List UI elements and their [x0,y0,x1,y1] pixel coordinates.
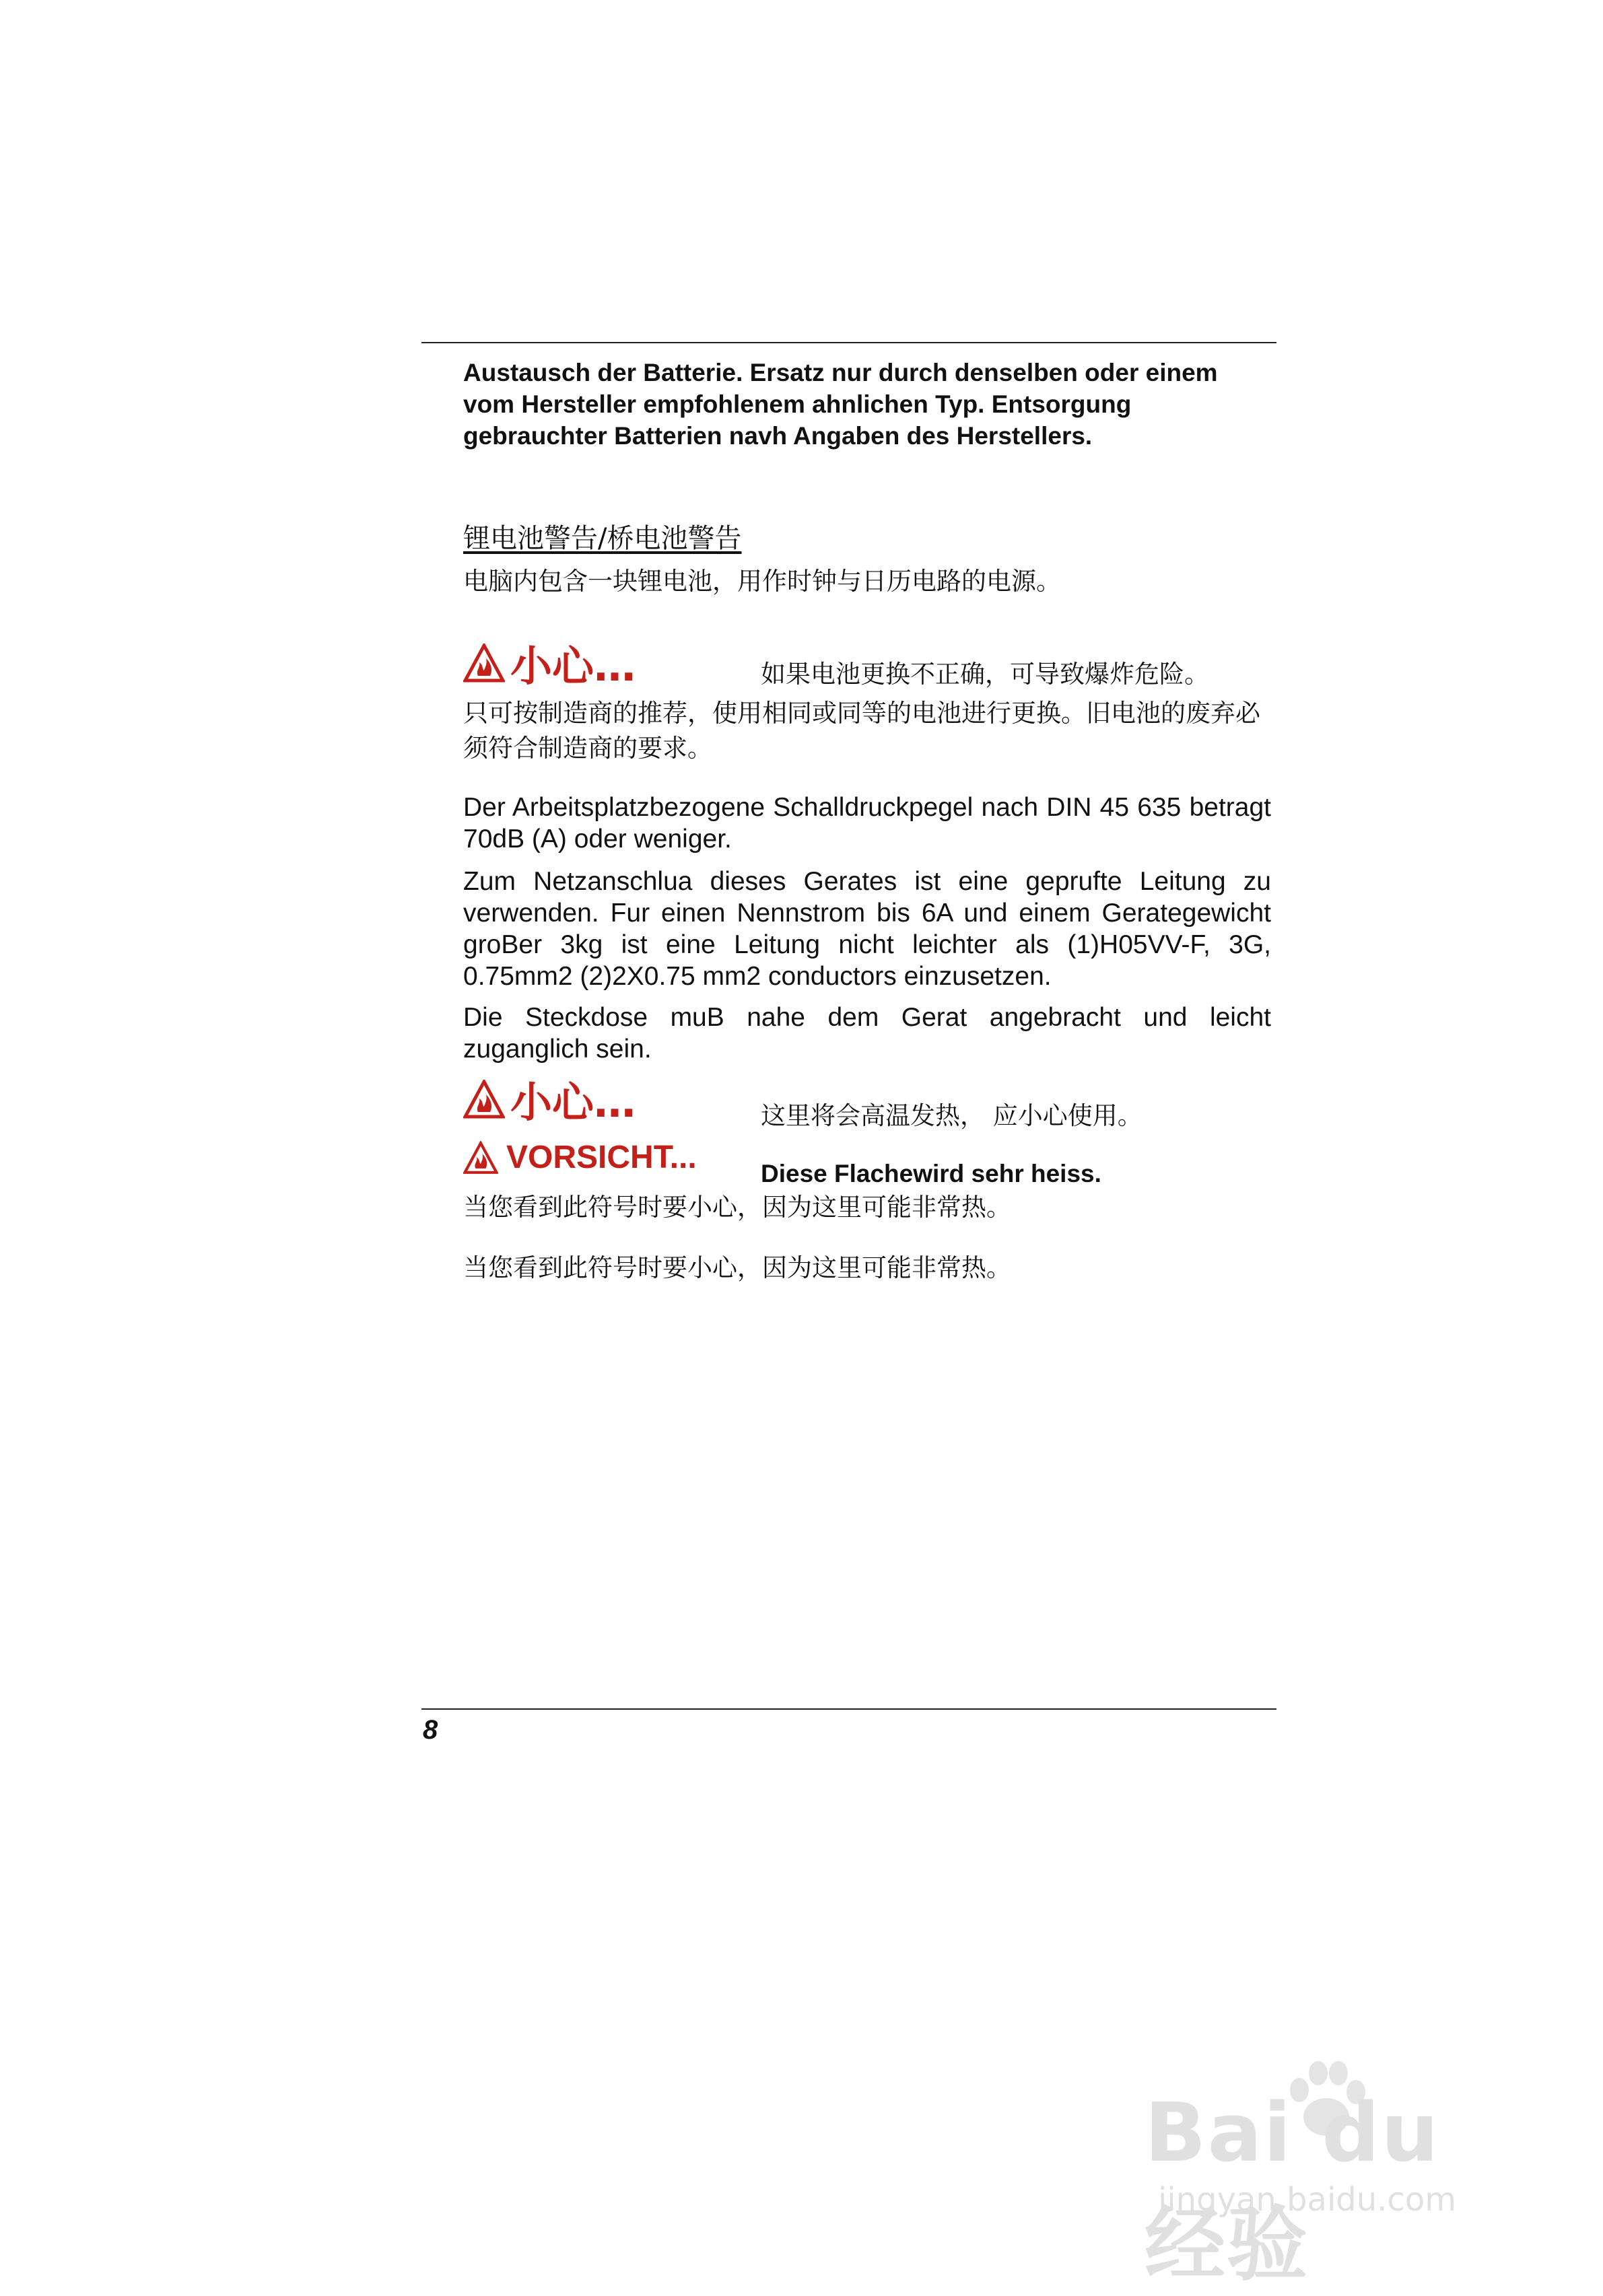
battery-notice-de [463,357,1237,452]
caution-label-text-2: 小心… [510,1078,636,1127]
caution-side-text-1: 如果电池更换不正确，可导致爆炸危险。 [761,660,1209,689]
noise-de: Der Arbeitsplatzbezogene Schalldruckpegel nach DIN 45 635 betragt 70dB (A) oder weniger. [463,793,1271,854]
battery-intro-cn: 电脑内包含一块锂电池，用作时钟与日历电路的电源。 [463,567,1061,596]
section-heading-block [463,517,1271,555]
flame-warning-icon [463,1141,498,1175]
battery-intro-block [463,564,1271,599]
hot-notice-2: 当您看到此符号时要小心，因为这里可能非常热。 [463,1253,1011,1282]
baidu-watermark [1145,2053,1522,2292]
power-de: Zum Netzanschlua dieses Gerates ist eine geprufte Leitung zu verwenden. Fur einen Nennstrom bis 6A und einem Gerategewicht groBer 3kg ist eine Leitung nicht leichter als (1)H05VV-F, 3G, 0.75mm2 (2)2X0.75 mm2 conductors einzusetzen. [463,867,1271,991]
top-rule [421,342,1276,343]
caution-body-1: 只可按制造商的推荐，使用相同或同等的电池进行更换。旧电池的废弃必须符合制造商的要求。 [463,699,1260,763]
socket-block [463,1002,1271,1065]
power-block [463,866,1271,992]
vorsicht-label-text: VORSICHT... [506,1140,697,1175]
section-heading: 锂电池警告/桥电池警告 [463,523,742,554]
watermark-url: jingyan.baidu.com [1158,2181,1456,2219]
hot-notice-block-1 [463,1190,1271,1225]
hot-notice-1: 当您看到此符号时要小心，因为这里可能非常热。 [463,1193,1011,1222]
battery-notice-text: Austausch der Batterie. Ersatz nur durch denselben oder einem vom Hersteller empfohlenem ahnlichen Typ. Entsorgung gebrauchter Batterien navh Angaben des Herstellers. [463,359,1218,450]
caution-label-text-1: 小心… [510,641,636,691]
page-number: 8 [423,1715,438,1745]
vorsicht-label [463,1139,697,1176]
flame-warning-icon [463,1080,505,1119]
watermark-brand: Bai du 经验 [1145,2087,1440,2292]
noise-block [463,792,1271,855]
caution-label-2 [463,1069,636,1129]
vorsicht-side-text: Diese Flachewird sehr heiss. [761,1160,1101,1187]
hot-notice-block-2 [463,1251,1271,1286]
caution-body-block-1 [463,696,1271,766]
bottom-rule [421,1708,1276,1710]
flame-warning-icon [463,643,505,683]
caution-side-text-2: 这里将会高温发热， 应小心使用。 [761,1101,1142,1130]
caution-label-1 [463,633,636,693]
socket-de: Die Steckdose muB nahe dem Gerat angebracht und leicht zuganglich sein. [463,1003,1271,1064]
